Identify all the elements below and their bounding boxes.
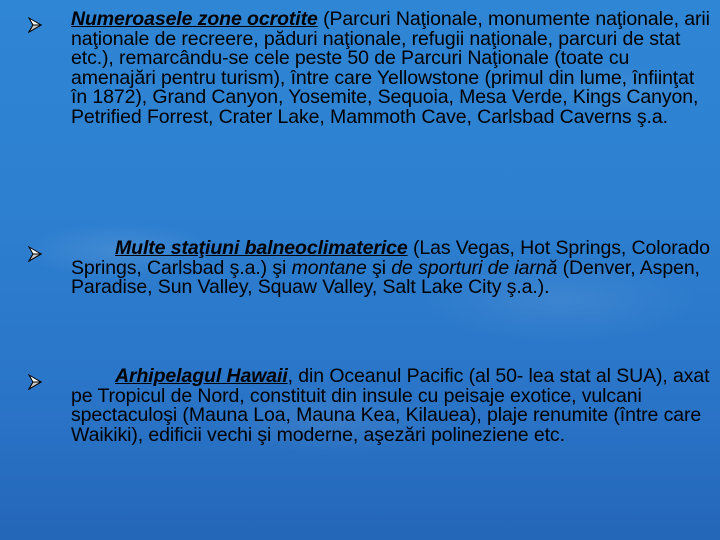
bullet-hawaii <box>28 367 714 445</box>
bullet-text <box>71 367 714 445</box>
bullet-italic-1: montane <box>291 256 367 279</box>
bullet-heading: Numeroasele zone ocrotite <box>71 8 318 30</box>
bullet-text <box>71 239 714 298</box>
bullet-text <box>71 10 714 127</box>
bullet-body-2: şi <box>366 256 392 279</box>
arrowhead-bullet-icon <box>28 17 42 33</box>
bullet-heading: Arhipelagul Hawaii <box>115 365 288 387</box>
bullet-body-3: (Denver, Aspen, Paradise, Sun Valley, Squaw Valley, Salt Lake City ş.a.). <box>71 256 700 298</box>
bullet-resorts <box>28 239 714 298</box>
bullet-italic-2: de sporturi de iarnă <box>391 256 558 279</box>
bullet-body: , din Oceanul Pacific (al 50- lea stat al SUA), axat pe Tropicul de Nord, constituit din insule cu peisaje exotice, vulcani spectaculoşi (Mauna Loa, Mauna Kea, Kilauea), plaje renumite (între care Waikiki), edificii vechi şi moderne, aşezări polineziene etc. <box>71 365 710 446</box>
bullet-heading: Multe staţiuni balneoclimaterice <box>115 237 408 259</box>
bullet-protected-areas <box>28 10 714 127</box>
bullet-body-1: (Las Vegas, Hot Springs, Colorado Springs, Carlsbad ş.a.) şi <box>71 237 710 279</box>
arrowhead-bullet-icon <box>28 374 42 390</box>
bullet-body: (Parcuri Naţionale, monumente naţionale, arii naţionale de recreere, păduri naţionale, refugii naţionale, parcuri de stat etc.), remarcându-se cele peste 50 de Parcuri Naţionale (toate cu amenajări pentru turism), între care Yellowstone (primul din lume, înfiinţat în 1872), Grand Canyon, Yosemite, Sequoia, Mesa Verde, Kings Canyon, Petrified Forrest, Crater Lake, Mammoth Cave, Carlsbad Caverns ş.a. <box>71 8 710 128</box>
arrowhead-bullet-icon <box>28 246 42 262</box>
